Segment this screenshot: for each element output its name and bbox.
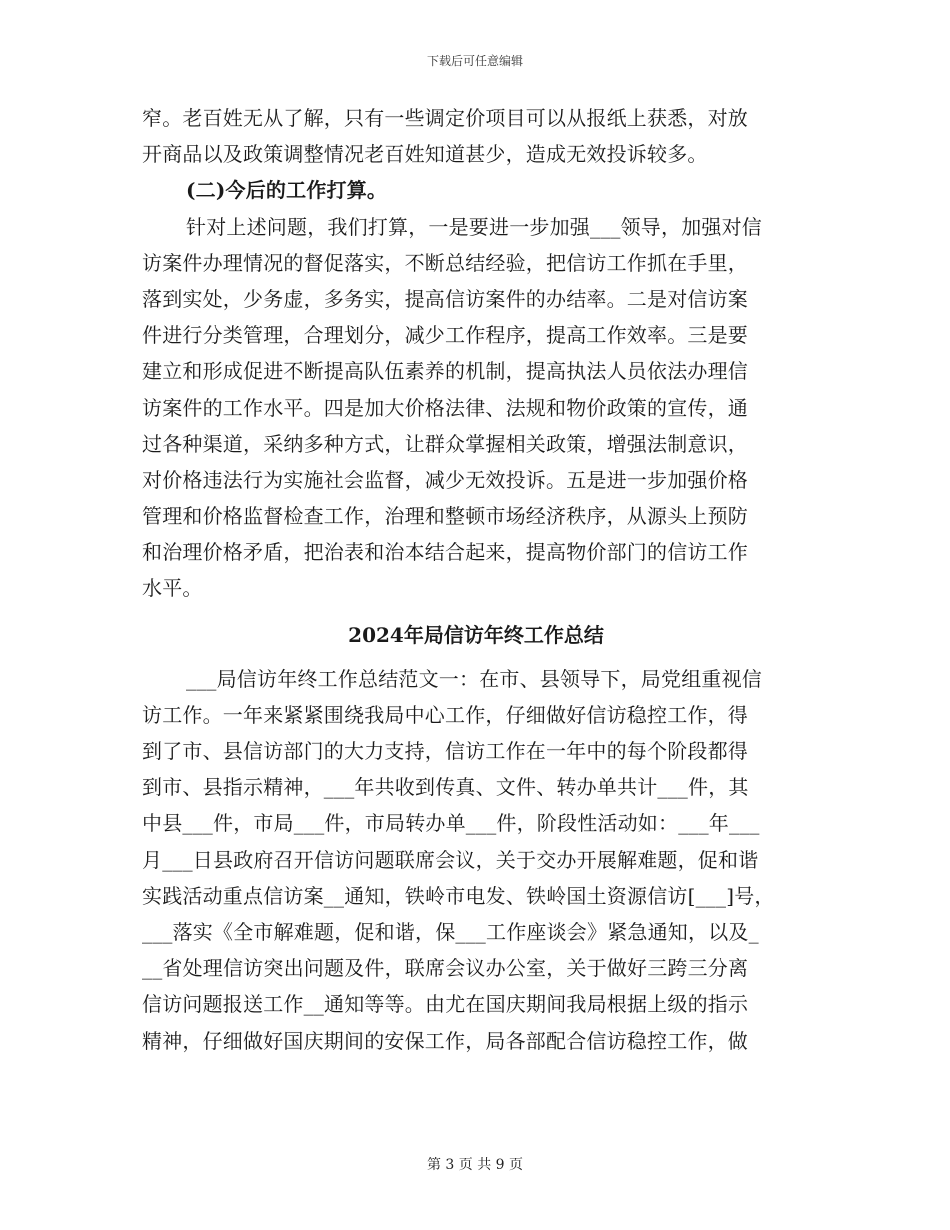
paragraph-line: 针对上述问题，我们打算，一是要进一步加强___领导，加强对信 [186, 214, 762, 239]
paragraph-line: 水平。 [142, 576, 203, 601]
page-number: 第 3 页 共 9 页 [426, 1157, 524, 1173]
section-heading: (二)今后的工作打算。 [186, 178, 388, 203]
paragraph-line: 过各种渠道，采纳多种方式，让群众掌握相关政策，增强法制意识， [142, 431, 748, 456]
paragraph-line: 到市、县指示精神，___年共收到传真、文件、转办单共计___件，其 [142, 775, 749, 800]
paragraph-line: 对价格违法行为实施社会监督，减少无效投诉。五是进一步加强价格 [142, 467, 748, 492]
paragraph-line: 管理和价格监督检查工作，治理和整顿市场经济秩序，从源头上预防 [142, 504, 748, 529]
paragraph-line: 中县___件，市局___件，市局转办单___件，阶段性活动如：___年___ [142, 811, 760, 836]
paragraph-line: 访工作。一年来紧紧围绕我局中心工作，仔细做好信访稳控工作，得 [142, 702, 748, 727]
paragraph-line: 开商品以及政策调整情况老百姓知道甚少，造成无效投诉较多。 [142, 142, 708, 167]
paragraph-line: 建立和形成促进不断提高队伍素养的机制，提高执法人员依法办理信 [142, 359, 748, 384]
paragraph-line: 件进行分类管理，合理划分，减少工作程序，提高工作效率。三是要 [142, 323, 748, 348]
paragraph-line: 实践活动重点信访案__通知，铁岭市电发、铁岭国土资源信访[___]号， [142, 883, 775, 908]
paragraph-line: 访案件办理情况的督促落实，不断总结经验，把信访工作抓在手里， [142, 250, 748, 275]
paragraph-line: ___落实《全市解难题，促和谐，保___工作座谈会》紧急通知，以及_ [142, 919, 759, 944]
header-note: 下载后可任意编辑 [426, 54, 523, 68]
paragraph-line: 信访问题报送工作__通知等等。由尤在国庆期间我局根据上级的指示 [142, 992, 749, 1017]
paragraph-line: 精神，仔细做好国庆期间的安保工作，局各部配合信访稳控工作，做 [142, 1028, 748, 1053]
paragraph-line: 到了市、县信访部门的大力支持，信访工作在一年中的每个阶段都得 [142, 739, 748, 763]
document-body [142, 100, 810, 1059]
paragraph-line: 和治理价格矛盾，把治表和治本结合起来，提高物价部门的信访工作 [142, 540, 748, 565]
paragraph-line: 窄。老百姓无从了解，只有一些调定价项目可以从报纸上获悉，对放 [142, 106, 748, 130]
paragraph-line: ___局信访年终工作总结范文一：在市、县领导下，局党组重视信 [186, 666, 762, 691]
paragraph-line: 月___日县政府召开信访问题联席会议，关于交办开展解难题，促和谐 [142, 847, 759, 872]
paragraph-line: 落到实处，少务虚，多务实，提高信访案件的办结率。二是对信访案 [142, 286, 748, 311]
paragraph-line: 访案件的工作水平。四是加大价格法律、法规和物价政策的宣传，通 [142, 395, 748, 420]
article-title: 2024年局信访年终工作总结 [348, 622, 604, 647]
paragraph-line: __省处理信访突出问题及件，联席会议办公室，关于做好三跨三分离 [142, 956, 749, 981]
